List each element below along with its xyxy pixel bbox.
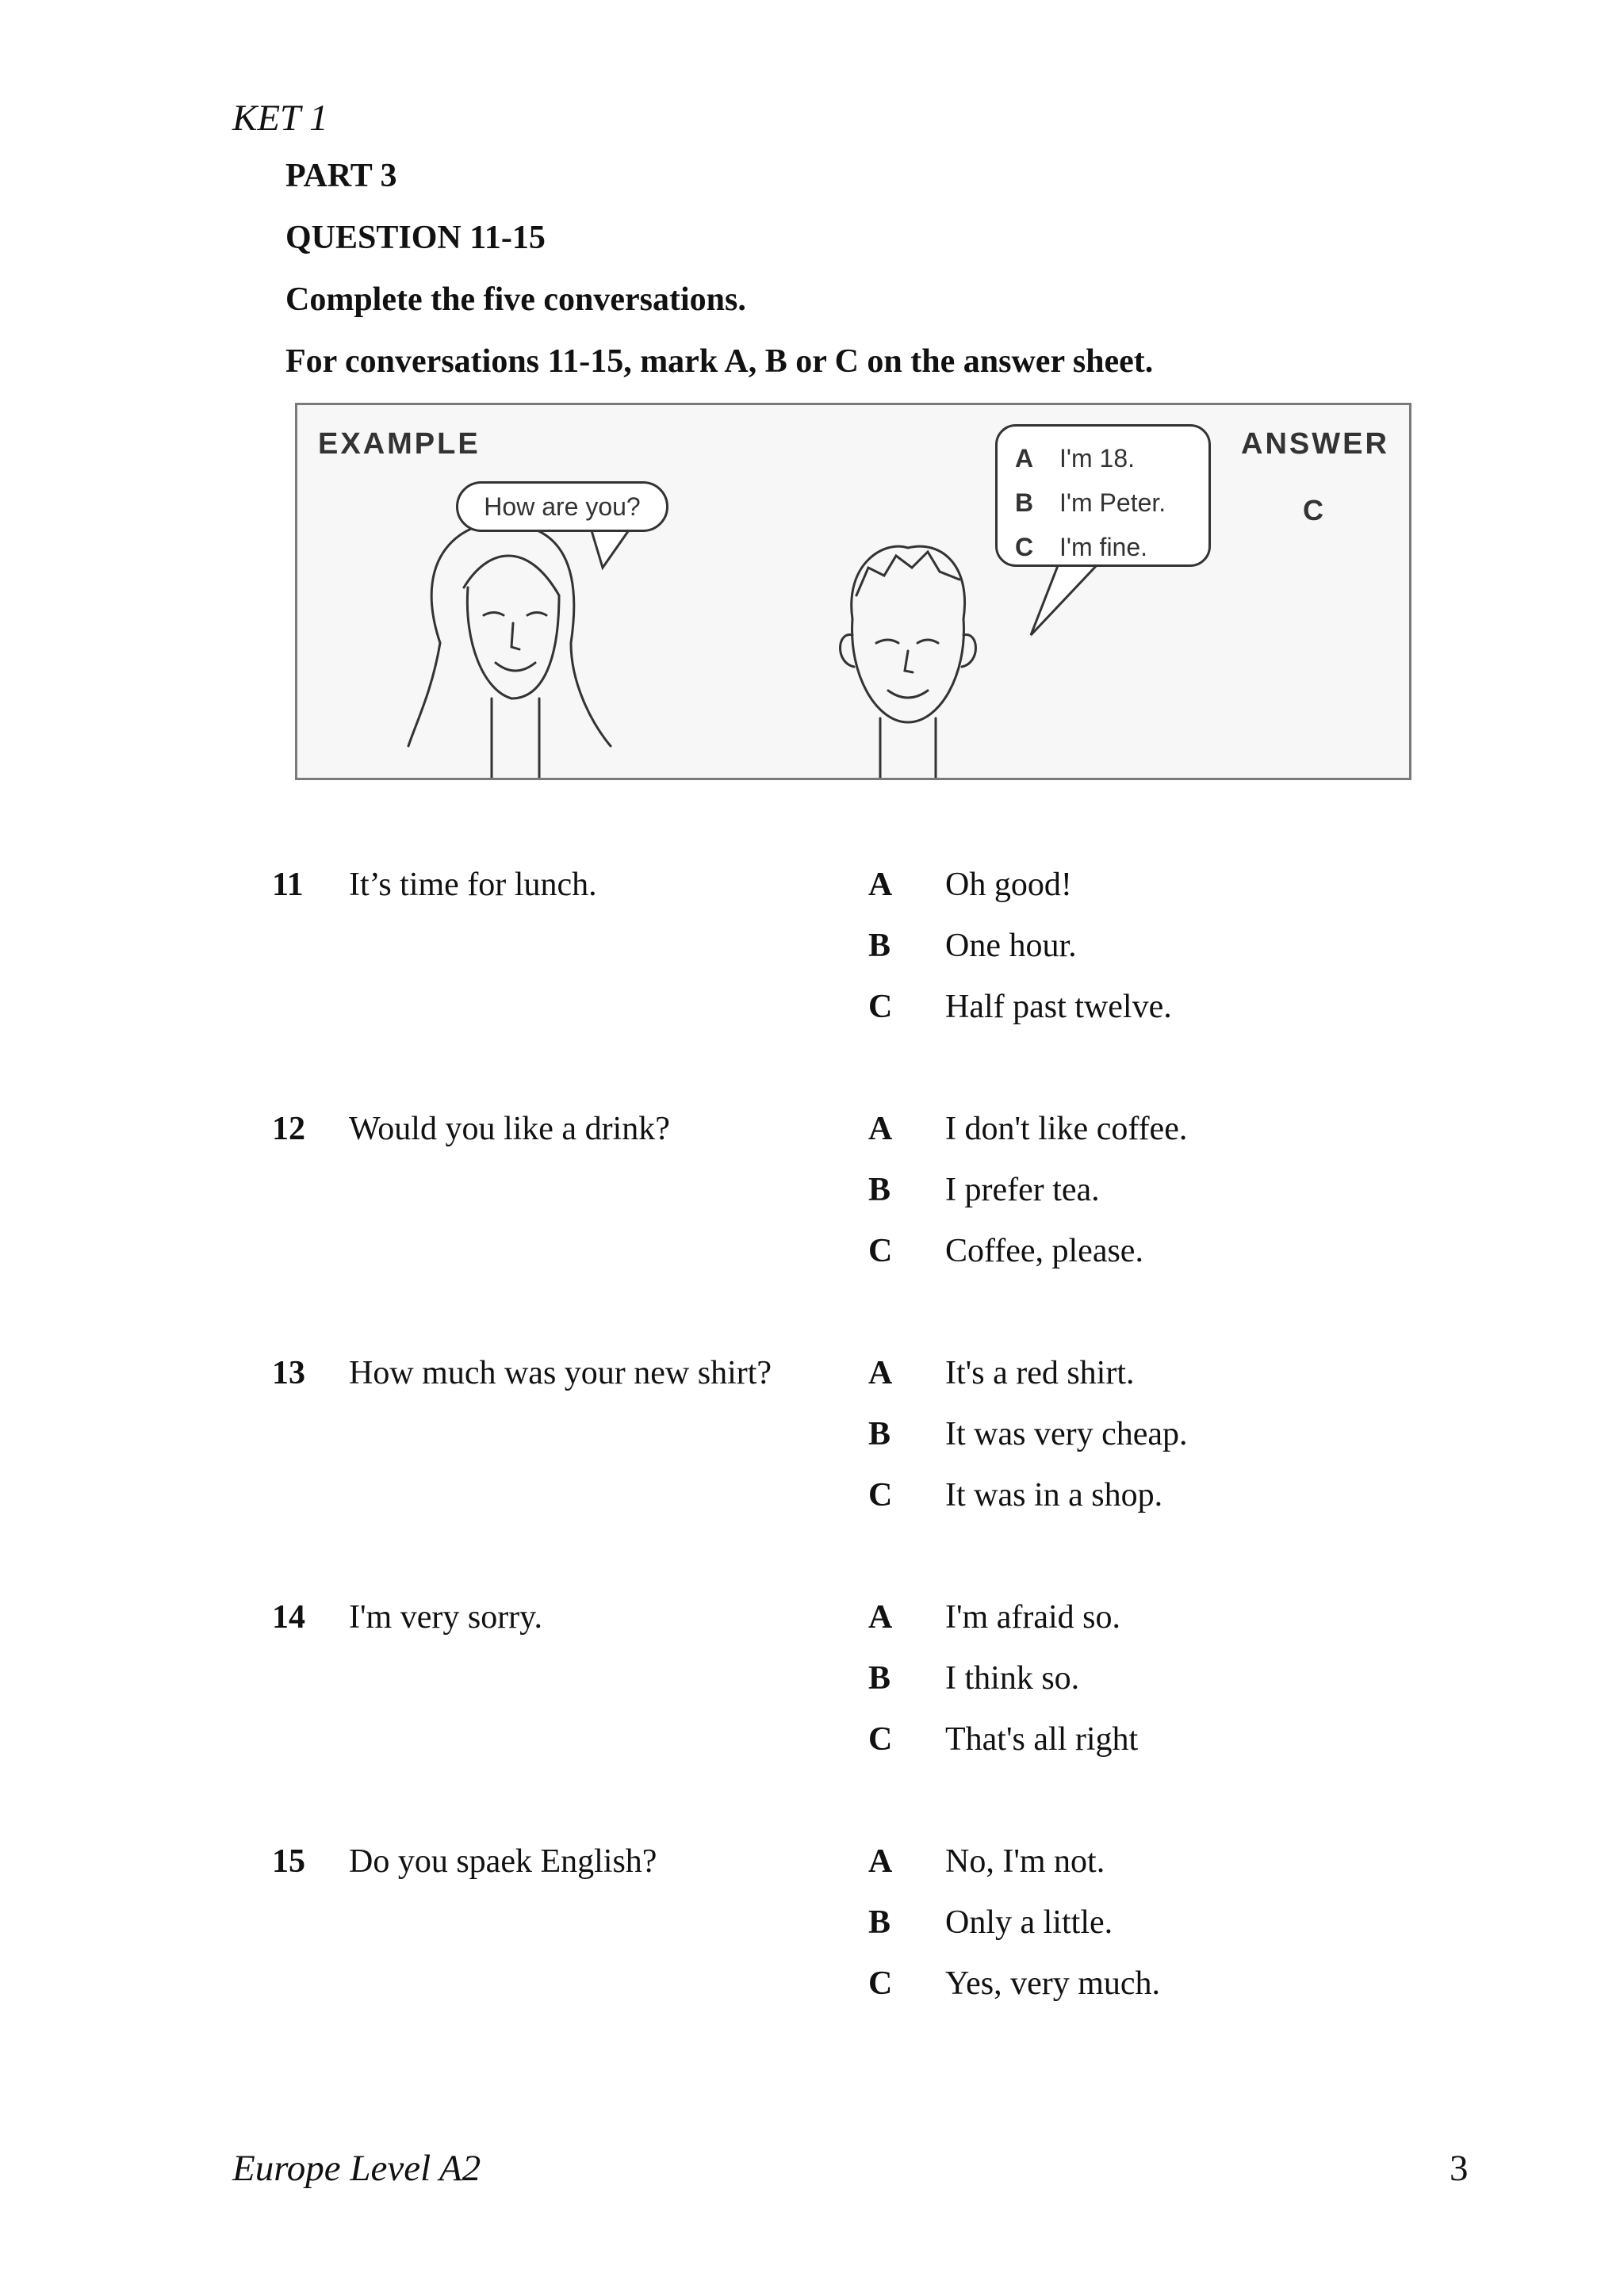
- option-letter-b[interactable]: B: [868, 1660, 891, 1697]
- example-box: [295, 403, 1411, 780]
- header-label: KET 1: [232, 98, 328, 139]
- option-letter-c[interactable]: C: [868, 989, 893, 1025]
- woman-figure: [408, 523, 611, 778]
- question-text: It’s time for lunch.: [349, 867, 597, 903]
- option-letter-a[interactable]: A: [868, 1843, 893, 1880]
- option-letter: B: [1015, 488, 1034, 517]
- option-text-b: I prefer tea.: [945, 1172, 1100, 1208]
- question-number: 11: [272, 867, 304, 903]
- part-heading: PART 3: [285, 158, 397, 194]
- example-label: EXAMPLE: [318, 427, 481, 461]
- option-text-c: Half past twelve.: [945, 989, 1172, 1025]
- option-letter-c[interactable]: C: [868, 1477, 893, 1513]
- page-number: 3: [1450, 2148, 1469, 2189]
- example-option-c: [1015, 525, 1208, 569]
- option-letter-b[interactable]: B: [868, 1904, 891, 1941]
- answer-value: C: [1303, 494, 1323, 526]
- question-text: Would you like a drink?: [349, 1111, 670, 1147]
- example-option-b: [1015, 480, 1208, 525]
- option-text-b: I think so.: [945, 1660, 1080, 1697]
- option-letter-c[interactable]: C: [868, 1233, 893, 1269]
- option-text: I'm fine.: [1059, 533, 1148, 561]
- option-text: I'm Peter.: [1059, 488, 1166, 517]
- option-letter-b[interactable]: B: [868, 928, 891, 964]
- question-text: I'm very sorry.: [349, 1599, 542, 1636]
- question-number: 14: [272, 1599, 305, 1636]
- question-text: Do you spaek English?: [349, 1843, 657, 1880]
- option-text-b: One hour.: [945, 928, 1077, 964]
- question-bubble-tail: [591, 528, 630, 568]
- option-letter-b[interactable]: B: [868, 1416, 891, 1452]
- option-letter-c[interactable]: C: [868, 1965, 893, 2002]
- option-text-a: It's a red shirt.: [945, 1355, 1135, 1391]
- option-letter-a[interactable]: A: [868, 1111, 893, 1147]
- instruction-line-1: Complete the five conversations.: [285, 281, 746, 318]
- option-letter-c[interactable]: C: [868, 1721, 893, 1758]
- option-letter: A: [1015, 444, 1034, 473]
- option-text-a: I'm afraid so.: [945, 1599, 1120, 1636]
- option-text-c: That's all right: [945, 1721, 1139, 1758]
- question-text: How much was your new shirt?: [349, 1355, 772, 1391]
- option-text-c: Coffee, please.: [945, 1233, 1143, 1269]
- option-text: I'm 18.: [1059, 444, 1136, 473]
- option-text-a: I don't like coffee.: [945, 1111, 1188, 1147]
- option-text-b: It was very cheap.: [945, 1416, 1188, 1452]
- option-text-c: It was in a shop.: [945, 1477, 1163, 1513]
- option-text-c: Yes, very much.: [945, 1965, 1161, 2002]
- footer-level: Europe Level A2: [232, 2148, 481, 2189]
- option-letter-a[interactable]: A: [868, 867, 893, 903]
- option-letter-b[interactable]: B: [868, 1172, 891, 1208]
- answer-bubble-tail: [1031, 564, 1098, 635]
- instruction-line-2: For conversations 11-15, mark A, B or C on the answer sheet.: [285, 343, 1154, 380]
- option-letter-a[interactable]: A: [868, 1355, 893, 1391]
- question-number: 12: [272, 1111, 305, 1147]
- option-text-a: Oh good!: [945, 867, 1072, 903]
- example-question-bubble: How are you?: [456, 481, 668, 532]
- man-figure: [841, 546, 976, 778]
- example-option-a: [1015, 436, 1208, 480]
- option-text-b: Only a little.: [945, 1904, 1113, 1941]
- question-number: 13: [272, 1355, 305, 1391]
- option-text-a: No, I'm not.: [945, 1843, 1105, 1880]
- question-number: 15: [272, 1843, 305, 1880]
- option-letter-a[interactable]: A: [868, 1599, 893, 1636]
- option-letter: C: [1015, 533, 1034, 561]
- example-options-bubble: [995, 424, 1211, 567]
- answer-label: ANSWER: [1241, 427, 1389, 461]
- question-range-heading: QUESTION 11-15: [285, 220, 546, 256]
